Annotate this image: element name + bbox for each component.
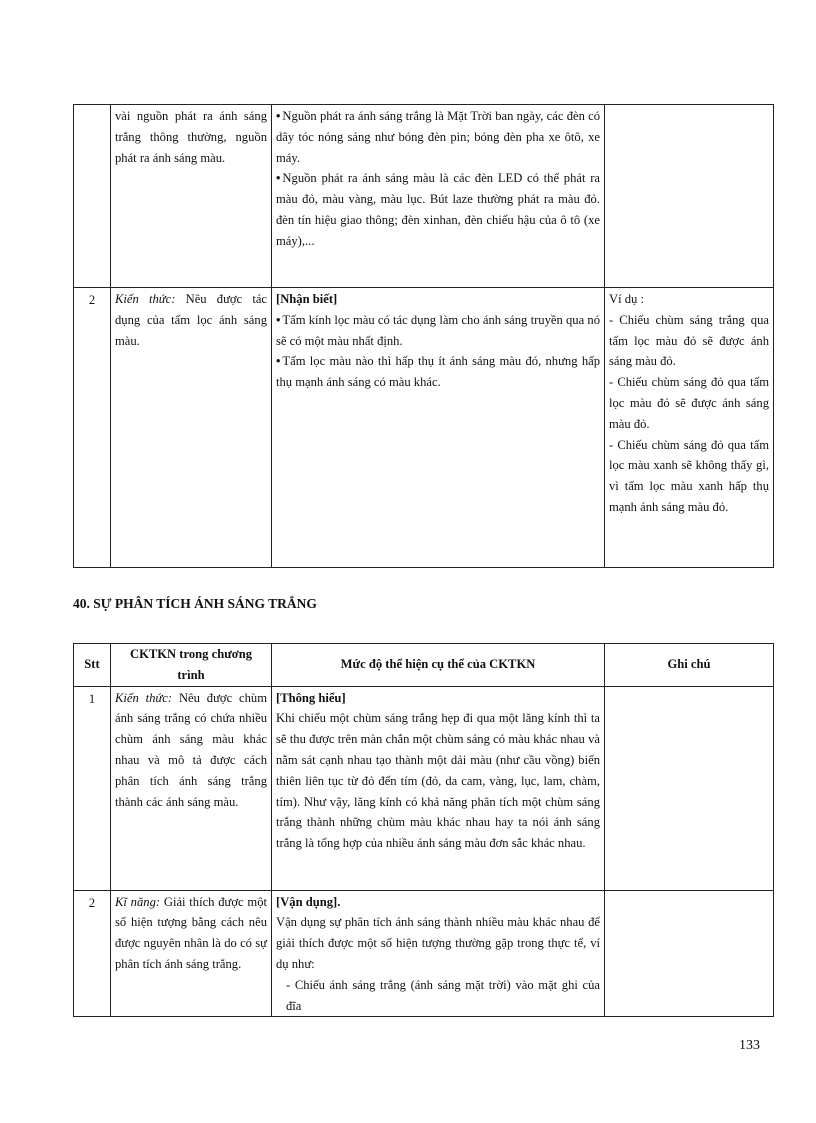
note-cell — [605, 890, 774, 1017]
stt-cell: 2 — [74, 890, 111, 1017]
level-text: Khi chiếu một chùm sáng trắng hẹp đi qua một lăng kính thì ta sẽ thu được trên màn chắn một chùm sáng có màu khác nhau và nằm sát cạnh nhau tạo thành một dải màu (như cầu vồng) biến thiên liên tục từ đỏ đến tím (đỏ, da cam, vàng, lục, lam, chàm, tím). Như vậy, lăng kính có khả năng phân tích một chùm sáng trắng thành những chùm màu khác nhau hay ta nói ánh sáng trắng là tổng hợp của nhiều ánh sáng màu đơn sắc khác nhau. — [276, 711, 600, 851]
table-row — [74, 288, 774, 568]
cktkn-cell — [111, 890, 272, 1017]
note-line: - Chiếu chùm sáng đỏ qua tấm lọc màu đỏ sẽ được ánh sáng màu đỏ. — [609, 375, 769, 431]
table-row — [74, 890, 774, 1017]
level-text: Vận dụng sự phân tích ánh sáng thành nhiều màu khác nhau để giải thích được một số hiện tượng thường gặp trong thực tế, ví dụ như: — [276, 915, 600, 971]
cktkn-text: Nêu được chùm ánh sáng trắng có chứa nhiều chùm ánh sáng màu khác nhau và mô tả được cách phân tích ánh sáng trắng thành các ánh sáng màu. — [115, 690, 267, 809]
note-cell — [605, 288, 774, 568]
note-cell — [605, 105, 774, 288]
cktkn-table — [73, 643, 774, 1017]
table-row — [74, 105, 774, 288]
bullet-item: • Tấm kính lọc màu có tác dụng làm cho ánh sáng truyền qua nó sẽ có một màu nhất định. — [276, 310, 600, 352]
header-level: Mức độ thể hiện cụ thể của CKTKN — [272, 644, 605, 687]
note-line: Ví dụ : — [609, 292, 644, 306]
cktkn-text: Giải thích được một số hiện tượng bằng cách nêu được nguyên nhân là do có sự phân tích ánh sáng trắng. — [115, 894, 267, 971]
section-heading: 40. SỰ PHÂN TÍCH ÁNH SÁNG TRẮNG — [73, 596, 317, 611]
bullet-item: • Nguồn phát ra ánh sáng màu là các đèn LED có thể phát ra màu đỏ, màu vàng, màu lục. Bút laze thường phát ra màu đỏ. đèn tín hiệu giao thông; đèn xinhan, đèn chiếu hậu của ô tô (xe máy),... — [276, 168, 600, 251]
header-cktkn: CKTKN trong chương trình — [111, 644, 272, 687]
table-continued — [73, 104, 774, 568]
cktkn-text: Nêu được tác dụng của tấm lọc ánh sáng màu. — [115, 292, 267, 348]
level-cell — [272, 686, 605, 890]
stt-cell — [74, 105, 111, 288]
cktkn-cell — [111, 288, 272, 568]
level-tag: [Thông hiểu] — [276, 690, 346, 705]
bullet-item: • Tấm lọc màu nào thì hấp thụ ít ánh sáng màu đó, nhưng hấp thụ mạnh ánh sáng có màu khác. — [276, 351, 600, 393]
cktkn-label: Kiến thức: — [115, 292, 176, 306]
cktkn-cell — [111, 686, 272, 890]
stt-cell: 1 — [74, 686, 111, 890]
header-note: Ghi chú — [605, 644, 774, 687]
page-number: 133 — [739, 1038, 760, 1053]
level-cell — [272, 890, 605, 1017]
level-item: - Chiếu ánh sáng trắng (ánh sáng mặt trời) vào mặt ghi của đĩa — [286, 977, 600, 1013]
cktkn-cell: vài nguồn phát ra ánh sáng trắng thông thường, nguồn phát ra ánh sáng màu. — [111, 105, 272, 288]
level-cell — [272, 288, 605, 568]
level-cell — [272, 105, 605, 288]
table-header-row — [74, 644, 774, 687]
note-line: - Chiếu chùm sáng trắng qua tấm lọc màu đỏ sẽ được ánh sáng màu đỏ. — [609, 312, 769, 369]
level-tag: [Nhận biết] — [276, 292, 338, 306]
bullet-item: • Nguồn phát ra ánh sáng trắng là Mặt Trời ban ngày, các đèn có dây tóc nóng sáng như bóng đèn pin; bóng đèn pha xe ôtô, xe máy. — [276, 106, 600, 168]
note-cell — [605, 686, 774, 890]
note-line: - Chiếu chùm sáng đỏ qua tấm lọc màu xanh sẽ không thấy gì, vì tấm lọc màu xanh hấp thụ mạnh ánh sáng màu đỏ. — [609, 437, 769, 514]
cktkn-label: Kiến thức: — [115, 690, 173, 705]
table-row — [74, 686, 774, 890]
cktkn-label: Kĩ năng: — [115, 894, 161, 909]
level-tag: [Vận dụng]. — [276, 894, 341, 909]
stt-cell: 2 — [74, 288, 111, 568]
header-stt: Stt — [74, 644, 111, 687]
